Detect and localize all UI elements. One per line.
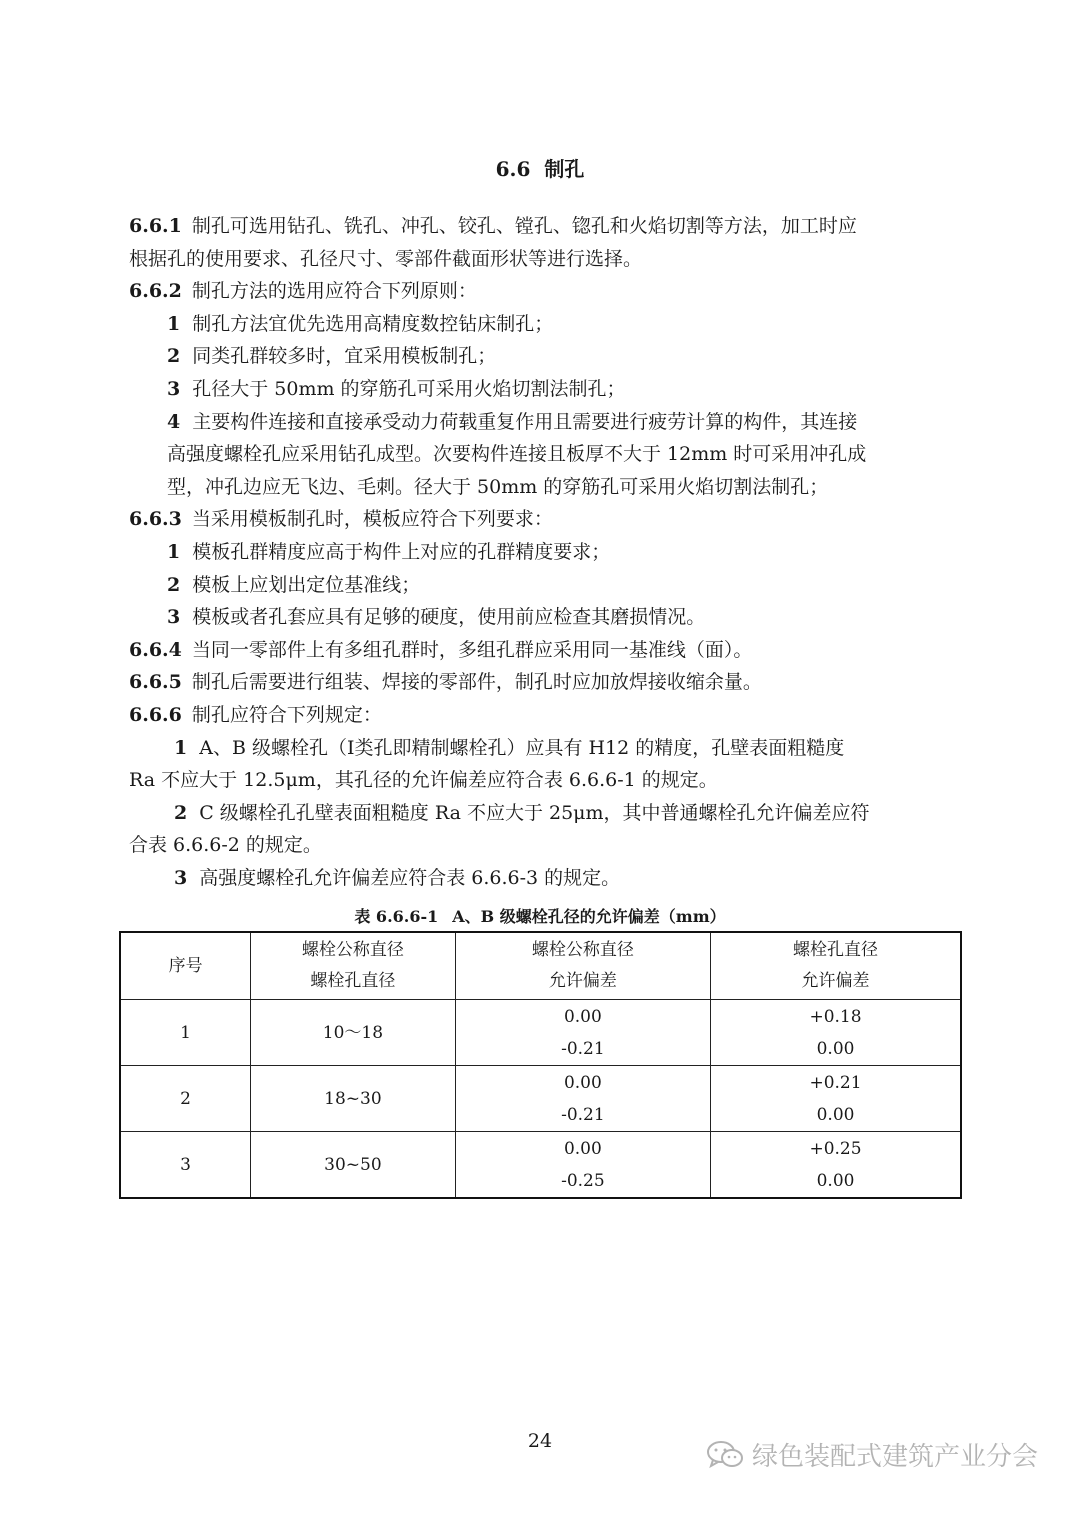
section-title [0,153,1080,182]
table-row [120,1000,961,1066]
clause-6-6-6: 6.6.6 制孔应符合下列规定： [129,703,382,726]
tolerance-table [119,931,962,1199]
clause-6-6-6-item-3: 3 高强度螺栓孔允许偏差应符合表 6.6.6-3 的规定。 [174,866,621,889]
clause-6-6-2: 6.6.2 制孔方法的选用应符合下列原则： [129,280,477,303]
clause-6-6-5: 6.6.5 制孔后需要进行组装、焊接的零部件，制孔时应加放焊接收缩余量。 [129,671,762,694]
watermark [706,1436,1038,1473]
row-hole-tolerance: +0.18 0.00 [711,1000,961,1066]
row-bolt-tolerance: 0.00 -0.25 [455,1132,710,1199]
clause-6-6-6-item-2-cont: 合表 6.6.6-2 的规定。 [129,834,322,857]
clause-6-6-3-item-3: 3 模板或者孔套应具有足够的硬度，使用前应检查其磨损情况。 [167,606,706,629]
section-title-text: 制孔 [544,157,585,181]
row-hole-tolerance: +0.25 0.00 [711,1132,961,1199]
row-number: 1 [120,1000,251,1066]
watermark-text: 绿色装配式建筑产业分会 [752,1442,1039,1472]
table-header-row [120,932,961,1000]
row-bolt-tolerance: 0.00 -0.21 [455,1066,710,1132]
clause-6-6-3-item-2: 2 模板上应划出定位基准线； [167,573,421,596]
table-row [120,1132,961,1199]
clause-6-6-6-item-1: 1 A、B 级螺栓孔（Ⅰ类孔即精制螺栓孔）应具有 H12 的精度，孔壁表面粗糙度 [174,736,845,759]
row-number: 3 [120,1132,251,1199]
clause-6-6-2-item-1: 1 制孔方法宜优先选用高精度数控钻床制孔； [167,312,554,335]
document-body [129,210,953,894]
table-caption [0,904,1080,927]
table-title: A、B 级螺栓孔径的允许偏差（mm） [452,907,726,926]
row-range: 10～18 [251,1000,456,1066]
row-number: 2 [120,1066,251,1132]
header-diameter: 螺栓公称直径 螺栓孔直径 [251,932,456,1000]
table-number: 表 6.6.6-1 [354,907,439,926]
section-number: 6.6 [495,157,531,181]
header-serial: 序号 [120,932,251,1000]
clause-6-6-6-item-1-cont: Ra 不应大于 12.5μm，其孔径的允许偏差应符合表 6.6.6-1 的规定。 [129,769,718,792]
header-bolt-tolerance: 螺栓公称直径 允许偏差 [455,932,710,1000]
clause-6-6-4: 6.6.4 当同一零部件上有多组孔群时，多组孔群应采用同一基准线（面）。 [129,638,753,661]
row-range: 30~50 [251,1132,456,1199]
clause-6-6-1: 6.6.1 制孔可选用钻孔、铣孔、冲孔、铰孔、镗孔、锪孔和火焰切割等方法，加工时应 根据孔的使用要求、孔径尺寸、零部件截面形状等进行选择。 [129,215,857,270]
row-bolt-tolerance: 0.00 -0.21 [455,1000,710,1066]
table-row [120,1066,961,1132]
row-hole-tolerance: +0.21 0.00 [711,1066,961,1132]
clause-6-6-2-item-3: 3 孔径大于 50mm 的穿筋孔可采用火焰切割法制孔； [167,377,626,400]
clause-6-6-3-item-1: 1 模板孔群精度应高于构件上对应的孔群精度要求； [167,540,611,563]
clause-6-6-2-item-2: 2 同类孔群较多时，宜采用模板制孔； [167,345,497,368]
page-number: 24 [527,1430,553,1452]
header-hole-tolerance: 螺栓孔直径 允许偏差 [711,932,961,1000]
clause-6-6-6-item-2: 2 C 级螺栓孔孔壁表面粗糙度 Ra 不应大于 25μm，其中普通螺栓孔允许偏差应符 [174,801,870,824]
clause-6-6-3: 6.6.3 当采用模板制孔时，模板应符合下列要求： [129,508,553,531]
clause-6-6-2-item-4: 4 主要构件连接和直接承受动力荷载重复作用且需要进行疲劳计算的构件，其连接 高强度螺栓孔应采用钻孔成型。次要构件连接且板厚不大于 12mm 时可采用冲孔成 型，冲孔边应无飞边、毛刺。径大于 50mm 的穿筋孔可采用火焰切割法制孔； [167,410,867,498]
wechat-icon [706,1439,744,1471]
row-range: 18~30 [251,1066,456,1132]
